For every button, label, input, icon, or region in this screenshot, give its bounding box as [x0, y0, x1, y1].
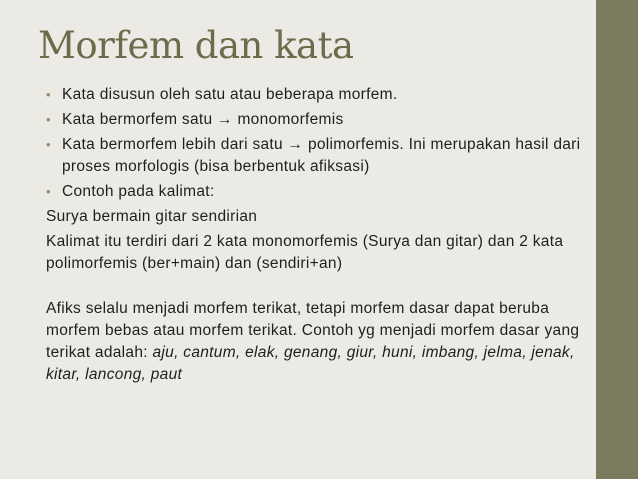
bullet-dot-icon: • — [46, 87, 51, 102]
bullet-item — [46, 84, 586, 106]
slide-title: Morfem dan kata — [38, 24, 354, 67]
explanation-paragraph: Kalimat itu terdiri dari 2 kata monomorfemis (Surya dan gitar) dan 2 kata polimorfemis (ber+main) dan (sendiri+an) — [46, 233, 564, 272]
bullet-text: Kata bermorfem satu — [62, 111, 218, 128]
bullet-dot-icon: • — [46, 137, 51, 152]
bullet-item — [46, 134, 586, 178]
bullet-item — [46, 109, 586, 131]
arrow-icon: → — [217, 111, 233, 128]
example-words: aju, cantum, elak, genang, giur, huni, imbang, jelma, jenak, kitar, lancong, paut — [46, 344, 575, 383]
decorative-side-bar — [596, 0, 638, 479]
final-paragraph-text: Afiks selalu menjadi morfem terikat, tetapi morfem dasar dapat beruba morfem bebas atau morfem terikat. Contoh yg menjadi morfem dasar yang terikat adalah: — [46, 300, 580, 361]
slide-content — [46, 84, 586, 386]
bullet-text: Contoh pada kalimat: — [62, 183, 215, 200]
bullet-text: polimorfemis. Ini merupakan hasil dari proses morfologis (bisa berbentuk afiksasi) — [62, 136, 581, 175]
example-sentence: Surya bermain gitar sendirian — [46, 208, 258, 225]
bullet-text: Kata disusun oleh satu atau beberapa morfem. — [62, 86, 398, 103]
arrow-icon: → — [287, 136, 304, 153]
spacer — [46, 275, 586, 295]
bullet-text: Kata bermorfem lebih dari satu — [62, 136, 288, 153]
bullet-text: monomorfemis — [232, 111, 344, 128]
final-paragraph — [46, 298, 586, 386]
bullet-dot-icon: • — [46, 112, 51, 127]
bullet-item — [46, 181, 586, 203]
bullet-dot-icon: • — [46, 184, 51, 199]
